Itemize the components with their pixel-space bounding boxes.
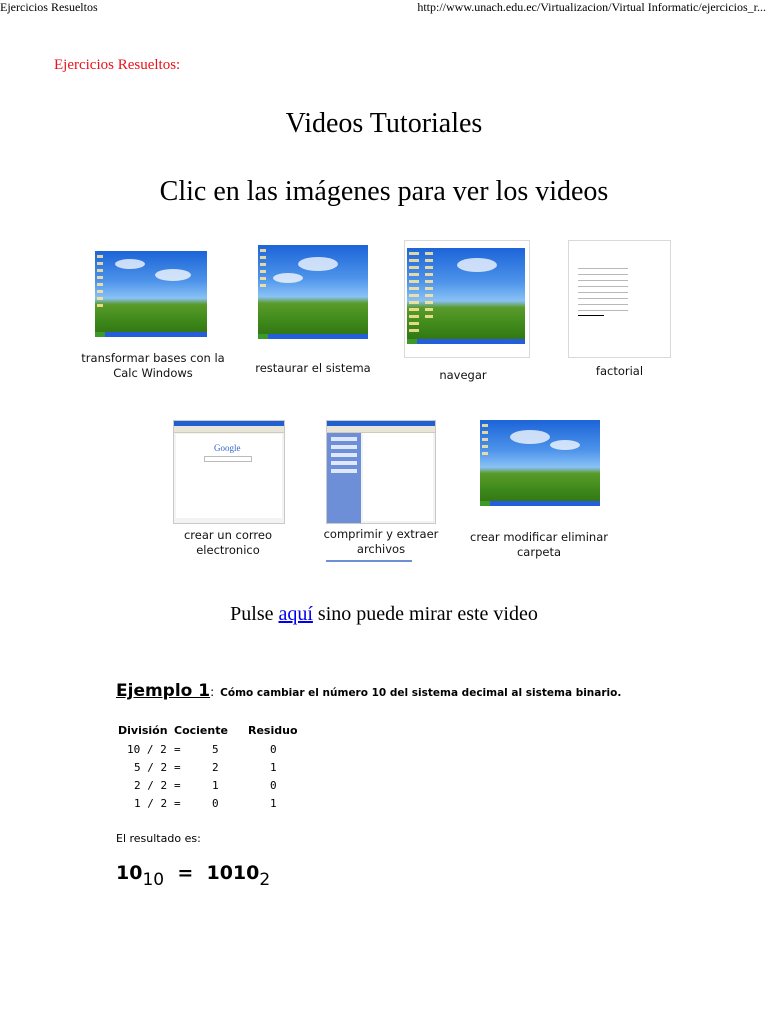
video-caption: restaurar el sistema	[255, 361, 371, 375]
video-caption: crear un correo electronico	[183, 528, 272, 557]
explorer-window-icon	[326, 420, 436, 524]
video-thumb-crear-carpeta[interactable]	[478, 420, 600, 506]
video-caption: factorial	[595, 364, 644, 378]
result-label: El resultado es:	[116, 832, 201, 845]
column-header: División	[118, 724, 168, 737]
column-header: Residuo	[248, 724, 298, 737]
result-formula: $10_{10} = 1010_2$	[116, 862, 271, 890]
desktop-screenshot-icon	[407, 248, 525, 344]
video-thumb-navegar[interactable]	[404, 240, 530, 358]
video-caption: navegar	[439, 368, 487, 382]
page-subtitle: Clic en las imágenes para ver los videos	[159, 176, 609, 207]
column-header: Cociente	[174, 724, 228, 737]
section-link[interactable]: Ejercicios Resueltos:	[54, 57, 181, 73]
browser-window-icon	[173, 420, 285, 524]
page-url: http://www.unach.edu.ec/Virtualizacion/Virtual Informatic/ejercicios_r...	[417, 0, 766, 14]
video-caption: crear modificar eliminar carpeta	[470, 530, 608, 559]
underline-divider	[326, 560, 412, 562]
desktop-screenshot-icon	[258, 245, 368, 339]
video-caption: transformar bases con la Calc Windows	[81, 351, 225, 380]
video-thumb-transformar-bases[interactable]	[95, 243, 210, 343]
example-title: Ejemplo 1	[116, 681, 211, 701]
pulse-text: Pulse aquí sino puede mirar este video	[230, 603, 538, 625]
code-listing-icon	[578, 268, 628, 314]
example-description: Cómo cambiar el número 10 del sistema decimal al sistema binario.	[220, 687, 622, 699]
video-thumb-factorial[interactable]	[568, 240, 671, 358]
google-logo: Google	[214, 443, 241, 453]
aqui-link[interactable]: aquí	[278, 603, 313, 625]
video-thumb-crear-correo[interactable]	[173, 420, 285, 524]
video-caption: comprimir y extraer archivos	[323, 527, 439, 556]
page-title-header: Ejercicios Resueltos	[0, 0, 98, 14]
page-title: Videos Tutoriales	[285, 108, 483, 139]
video-thumb-restaurar-sistema[interactable]	[256, 243, 370, 343]
desktop-screenshot-icon	[480, 420, 600, 506]
video-thumb-comprimir-archivos[interactable]	[326, 420, 436, 524]
example-heading: Ejemplo 1: Cómo cambiar el número 10 del sistema decimal al sistema binario.	[116, 681, 622, 701]
desktop-screenshot-icon	[95, 251, 207, 337]
